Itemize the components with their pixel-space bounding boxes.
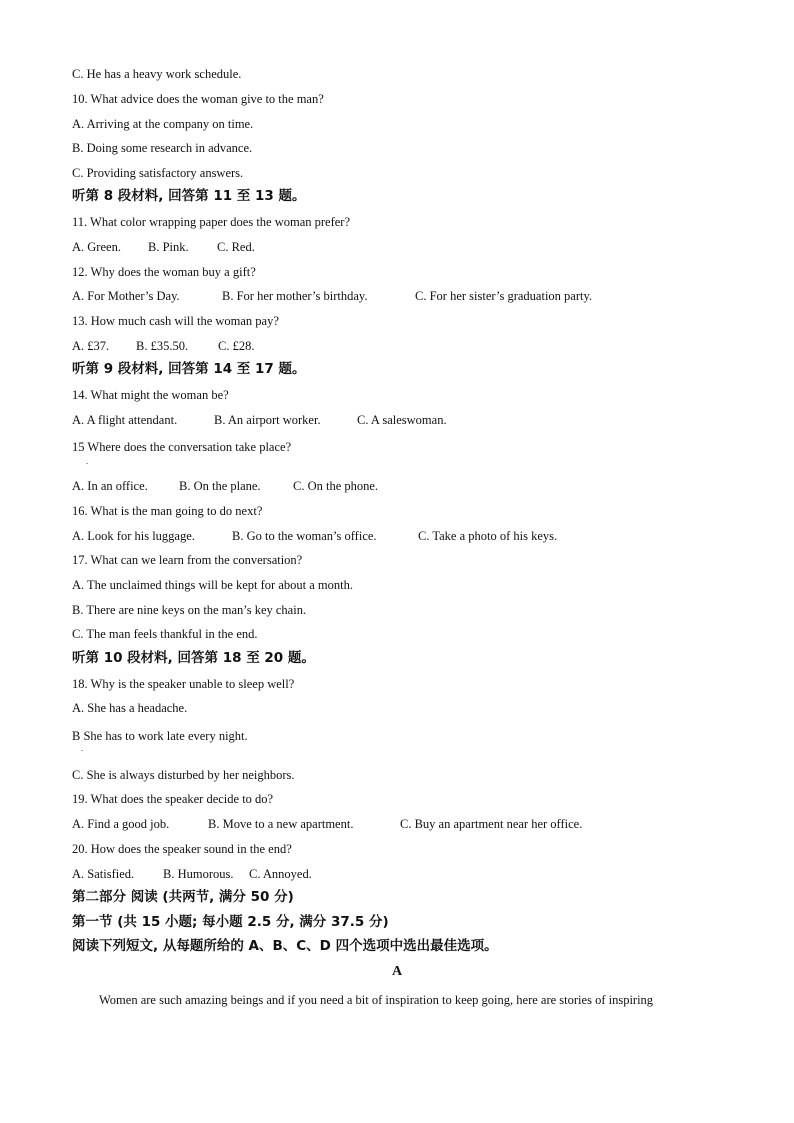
- option-line: B She has to work late every night.: [72, 729, 248, 743]
- option-c: C. A saleswoman.: [357, 413, 447, 427]
- passage-label: A: [391, 964, 403, 979]
- section-heading-9: 听第 9 段材料, 回答第 14 至 17 题。: [72, 361, 306, 377]
- option-a: A. For Mother’s Day.: [72, 289, 180, 303]
- question-13: 13. How much cash will the woman pay?: [72, 314, 279, 328]
- option-line: C. The man feels thankful in the end.: [72, 627, 258, 641]
- passage-text: Women are such amazing beings and if you need a bit of inspiration to keep going, here are stories of inspiring: [99, 993, 654, 1007]
- options-14: [72, 412, 447, 428]
- option-a: A. Find a good job.: [72, 817, 170, 831]
- question-10: 10. What advice does the woman give to the man?: [72, 92, 324, 106]
- option-a: A. A flight attendant.: [72, 413, 178, 427]
- options-11: [72, 239, 255, 255]
- section-heading-10: 听第 10 段材料, 回答第 18 至 20 题。: [72, 650, 315, 666]
- options-12: [72, 288, 592, 304]
- option-line: A. The unclaimed things will be kept for about a month.: [72, 578, 353, 592]
- options-16: [72, 528, 557, 544]
- option-c: C. Red.: [217, 240, 255, 254]
- question-20: 20. How does the speaker sound in the end?: [72, 842, 292, 856]
- option-b: B. Humorous.: [163, 867, 234, 881]
- part-two-heading: 第二部分 阅读 (共两节, 满分 50 分): [72, 889, 294, 905]
- option-a: A. Look for his luggage.: [72, 529, 195, 543]
- option-c: C. On the phone.: [293, 479, 379, 493]
- option-line: B. There are nine keys on the man’s key chain.: [72, 603, 307, 617]
- option-c: C. For her sister’s graduation party.: [415, 289, 593, 303]
- stray-dot: .: [86, 457, 88, 466]
- option-b: B. On the plane.: [179, 479, 261, 493]
- question-19: 19. What does the speaker decide to do?: [72, 792, 274, 806]
- option-line: B. Doing some research in advance.: [72, 141, 253, 155]
- question-12: 12. Why does the woman buy a gift?: [72, 265, 256, 279]
- question-11: 11. What color wrapping paper does the woman prefer?: [72, 215, 351, 229]
- option-b: B. An airport worker.: [214, 413, 321, 427]
- option-line: C. She is always disturbed by her neighbors.: [72, 768, 295, 782]
- option-a: A. Satisfied.: [72, 867, 135, 881]
- reading-instructions: 阅读下列短文, 从每题所给的 A、B、C、D 四个选项中选出最佳选项。: [72, 938, 498, 954]
- option-c: C. Buy an apartment near her office.: [400, 817, 583, 831]
- option-line: A. Arriving at the company on time.: [72, 117, 254, 131]
- option-line: C. Providing satisfactory answers.: [72, 166, 244, 180]
- option-a: A. Green.: [72, 240, 121, 254]
- options-13: [72, 338, 254, 354]
- question-18: 18. Why is the speaker unable to sleep well?: [72, 677, 295, 691]
- question-14: 14. What might the woman be?: [72, 388, 229, 402]
- question-17: 17. What can we learn from the conversation?: [72, 553, 303, 567]
- option-b: B. £35.50.: [136, 339, 189, 353]
- section-heading-8: 听第 8 段材料, 回答第 11 至 13 题。: [72, 188, 306, 204]
- option-b: B. Go to the woman’s office.: [232, 529, 377, 543]
- option-b: B. For her mother’s birthday.: [222, 289, 368, 303]
- options-20: [72, 866, 312, 882]
- option-c: C. Annoyed.: [249, 867, 312, 881]
- question-16: 16. What is the man going to do next?: [72, 504, 263, 518]
- option-line: A. She has a headache.: [72, 701, 188, 715]
- options-19: [72, 816, 582, 832]
- stray-dot: .: [81, 744, 83, 753]
- option-line: C. He has a heavy work schedule.: [72, 67, 242, 81]
- option-a: A. In an office.: [72, 479, 148, 493]
- option-a: A. £37.: [72, 339, 110, 353]
- option-b: B. Pink.: [148, 240, 189, 254]
- option-c: C. Take a photo of his keys.: [418, 529, 558, 543]
- options-15: [72, 478, 378, 494]
- section-one-heading: 第一节 (共 15 小题; 每小题 2.5 分, 满分 37.5 分): [72, 914, 389, 930]
- question-15: 15 Where does the conversation take place?: [72, 440, 292, 454]
- option-b: B. Move to a new apartment.: [208, 817, 354, 831]
- option-c: C. £28.: [218, 339, 255, 353]
